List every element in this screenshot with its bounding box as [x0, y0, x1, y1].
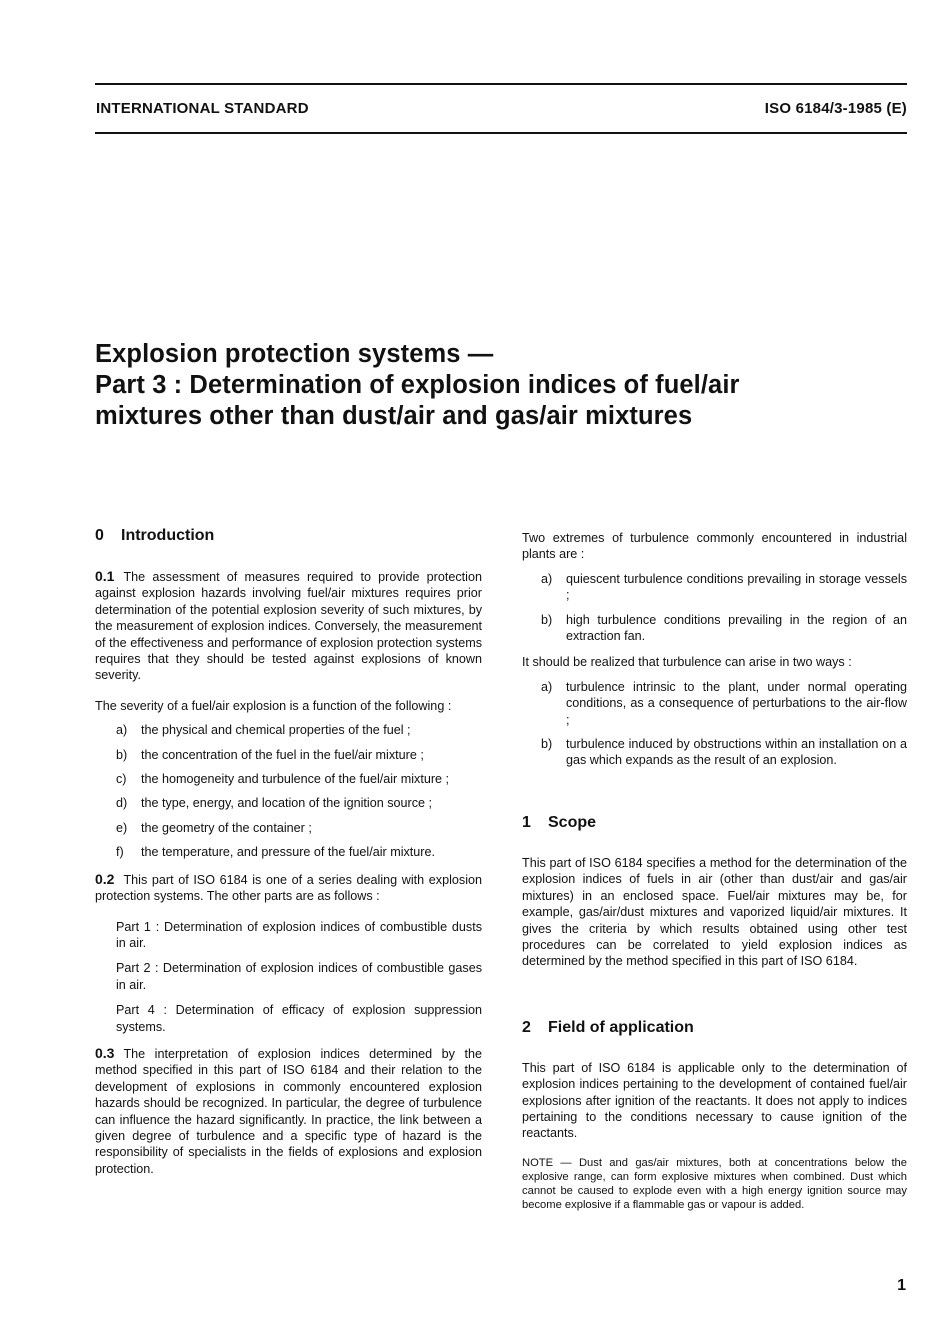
- list-item: [522, 679, 907, 728]
- clause-number: 0.2: [95, 870, 115, 887]
- list-text: the physical and chemical properties of the fuel ;: [141, 723, 411, 738]
- clause-number: 0.3: [95, 1044, 115, 1061]
- header-top-rule: [95, 83, 907, 85]
- header-standard-type: INTERNATIONAL STANDARD: [96, 100, 309, 117]
- list-item: [95, 820, 482, 836]
- right-column: [522, 530, 907, 1226]
- turbulence-lead: Two extremes of turbulence commonly encountered in industrial plants are :: [522, 531, 907, 562]
- section-number: 2: [522, 1018, 531, 1036]
- clause-text: The assessment of measures required to provide protection against explosion hazards involving fuel/air mixtures requires prior determination of the potential explosion severity of such mixtures, by the measurement of explosion indices. Conversely, the measurement of the effectiveness and performance of explosion protection systems requires that they should be tested against explosions of known severity.: [95, 570, 482, 683]
- section-number: 1: [522, 813, 531, 831]
- list-item: [522, 612, 907, 645]
- section-title: Scope: [548, 813, 597, 831]
- severity-factors-list: [95, 722, 482, 860]
- list-text: high turbulence conditions prevailing in the region of an extraction fan.: [566, 612, 907, 644]
- list-item: [522, 736, 907, 769]
- header-standard-number: ISO 6184/3-1985 (E): [764, 100, 907, 117]
- section-heading-introduction: [95, 526, 482, 546]
- severity-lead: The severity of a fuel/air explosion is a function of the following :: [95, 698, 452, 713]
- field-text: This part of ISO 6184 is applicable only to the determination of explosion indices pertaining to the development of contained fuel/air explosions after ignition of the reactants. It does not apply to indices pertaining to the conditions necessary to cause ignition of the reactants.: [522, 1060, 907, 1141]
- part-reference: Part 4 : Determination of efficacy of explosion suppression systems.: [116, 1003, 482, 1034]
- title-line-1: Explosion protection systems —: [95, 340, 494, 368]
- paragraph-0-1: [95, 568, 482, 684]
- list-label: e): [116, 820, 128, 835]
- list-text: turbulence induced by obstructions within an installation on a gas which expands as the result of an explosion.: [566, 737, 907, 768]
- title-line-2: Part 3 : Determination of explosion indices of fuel/air: [95, 371, 740, 399]
- list-item: [522, 571, 907, 604]
- list-item: [95, 844, 482, 860]
- section-number: 0: [95, 527, 104, 544]
- part-reference: Part 2 : Determination of explosion indices of combustible gases in air.: [116, 961, 482, 992]
- section-heading-scope: [522, 813, 907, 833]
- section-title: Field of application: [548, 1018, 694, 1036]
- list-text: the type, energy, and location of the ignition source ;: [141, 796, 433, 811]
- paragraph-0-2: [95, 871, 482, 905]
- list-label: a): [116, 723, 128, 738]
- turbulence-extremes-list: [522, 571, 907, 645]
- document-title: [95, 339, 895, 432]
- section-heading-field-of-application: [522, 1018, 907, 1038]
- list-label: b): [116, 747, 128, 762]
- list-label: d): [116, 796, 128, 811]
- turbulence-ways-list: [522, 679, 907, 769]
- list-label: b): [541, 737, 553, 752]
- list-label: c): [116, 772, 127, 787]
- list-text: the homogeneity and turbulence of the fuel/air mixture ;: [141, 772, 450, 787]
- list-text: the concentration of the fuel in the fuel/air mixture ;: [141, 747, 424, 762]
- list-label: a): [541, 679, 553, 694]
- list-label: a): [541, 571, 553, 586]
- scope-text: This part of ISO 6184 specifies a method for the determination of the explosion indices of fuels in air (other than dust/air and gas/air mixtures) in an enclosed space. Fuel/air mixtures may be, for example, gas/air/dust mixtures and vaporized liquid/air mixtures. It gives the criteria by which results obtained using other test procedures can be correlated to yield explosion indices as determined by the method specified in this part of ISO 6184.: [522, 855, 907, 969]
- paragraph-0-3: [95, 1045, 482, 1177]
- part-reference: Part 1 : Determination of explosion indices of combustible dusts in air.: [116, 919, 482, 950]
- clause-number: 0.1: [95, 568, 115, 584]
- list-label: b): [541, 612, 553, 627]
- list-item: [95, 771, 482, 787]
- list-item: [95, 722, 482, 738]
- field-note: NOTE — Dust and gas/air mixtures, both at concentrations below the explosive range, can form explosive mixtures when combined. Dust which cannot be caused to explode even with a high energy ignition source may become explosive if a flammable gas or vapour is added.: [522, 1156, 907, 1211]
- list-text: the geometry of the container ;: [141, 820, 312, 835]
- header-bottom-rule: [95, 132, 907, 134]
- turbulence-ways-lead: It should be realized that turbulence can arise in two ways :: [522, 655, 852, 670]
- list-label: f): [116, 845, 124, 860]
- title-line-3: mixtures other than dust/air and gas/air mixtures: [95, 402, 693, 430]
- list-text: the temperature, and pressure of the fuel/air mixture.: [141, 845, 436, 860]
- list-item: [95, 795, 482, 811]
- section-title: Introduction: [121, 527, 215, 544]
- clause-text: The interpretation of explosion indices determined by the method specified in this part of ISO 6184 and their relation to the development of explosions in commonly encountered explosion hazards should be recognized. In particular, the degree of turbulence can influence the hazard significantly. In practice, the link between a given degree of turbulence and a specific type of hazard is the responsibility of specialists in the fields of explosions and explosion protection.: [95, 1046, 482, 1176]
- list-text: quiescent turbulence conditions prevailing in storage vessels ;: [566, 571, 907, 603]
- other-parts-list: [95, 919, 482, 1035]
- clause-text: This part of ISO 6184 is one of a series dealing with explosion protection systems. The other parts are as follows :: [95, 872, 482, 904]
- page-number: 1: [897, 1277, 906, 1294]
- list-text: turbulence intrinsic to the plant, under normal operating conditions, as a consequence of perturbations to the air-flow ;: [566, 679, 907, 727]
- list-item: [95, 747, 482, 763]
- left-column: [95, 526, 482, 1191]
